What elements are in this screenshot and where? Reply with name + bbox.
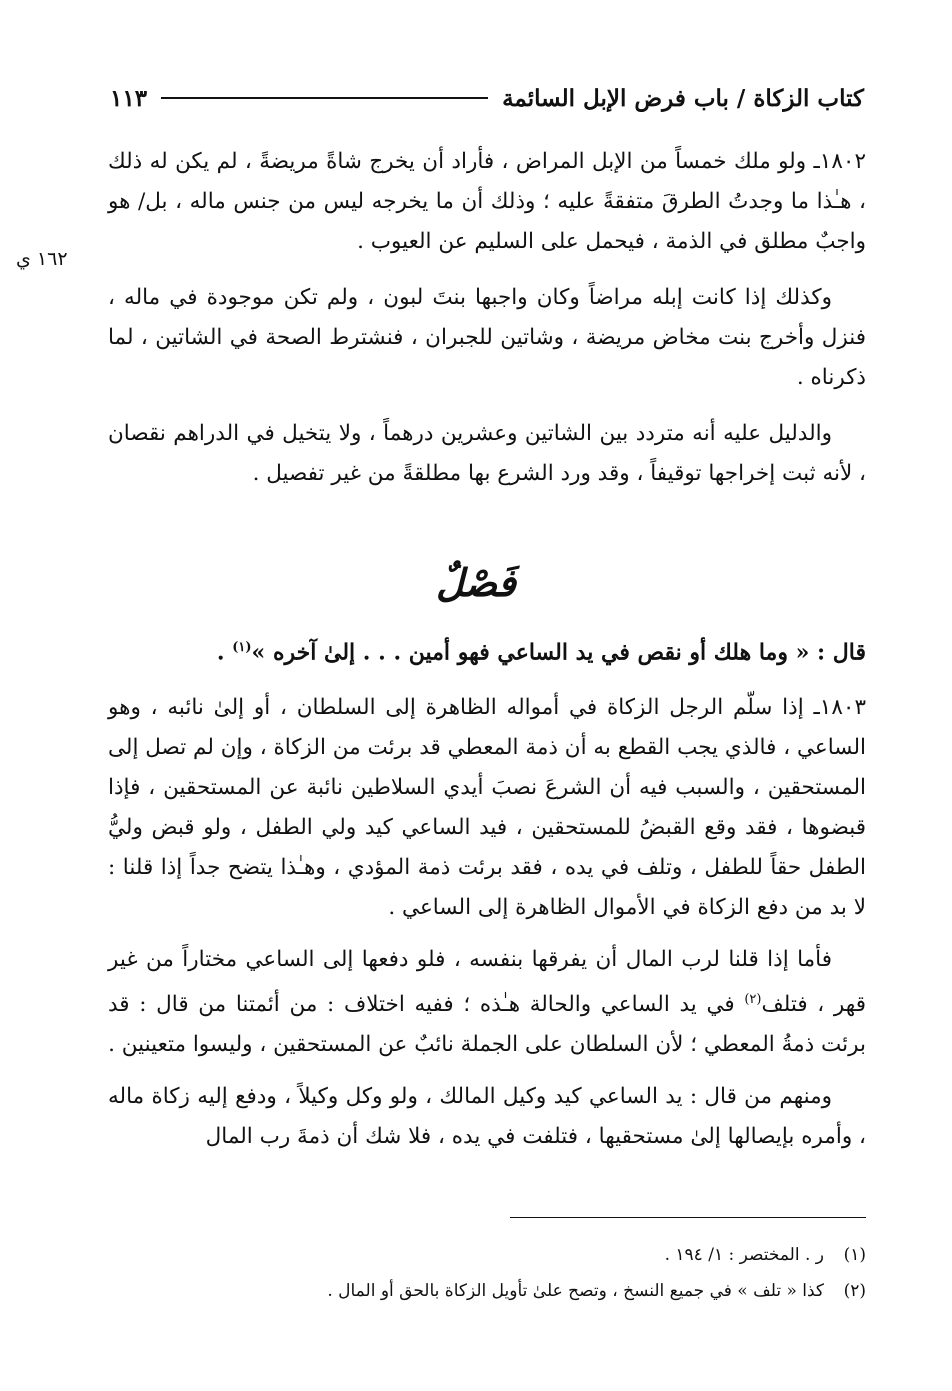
footnote	[108, 1240, 866, 1270]
body-text-top	[108, 142, 866, 510]
paragraph-1803: ١٨٠٣ـ إذا سلّم الرجل الزكاة في أمواله الظاهرة إلى السلطان ، أو إلىٰ نائبه ، وهو الساعي ، فالذي يجب القطع به أن ذمة المعطي قد برئت من الزكاة ، وإن لم تصل إلى المستحقين ، والسبب فيه أن الشرعَ نصبَ أيدي السلاطين نائبة عن المستحقين ، فإذا قبضوها ، فقد وقع القبضُ للمستحقين ، فيد الساعي كيد ولي الطفل ، ولو قبض وليُّ الطفل حقاً للطفل ، وتلف في يده ، فقد برئت ذمة المؤدي ، وهـٰذا يتضح جداً إذا قلنا : لا بد من دفع الزكاة في الأموال الظاهرة إلى الساعي .	[108, 695, 866, 920]
footnote-number: (٢)	[843, 1281, 866, 1301]
qal-line	[108, 628, 866, 672]
footnote-ref: (١)	[232, 640, 252, 655]
paragraph: وكذلك إذا كانت إبله مراضاً وكان واجبها بنتَ لبون ، ولم تكن موجودة في ماله ، فنزل وأخرج بنت مخاض مريضة ، وشاتين للجبران ، فنشترط الصحة في الشاتين ، لما ذكرناه .	[108, 285, 866, 390]
paragraph: والدليل عليه أنه متردد بين الشاتين وعشرين درهماً ، ولا يتخيل في الدراهم نقصان ، لأنه ثبت إخراجها توقيفاً ، وقد ورد الشرع بها مطلقةً من غير تفصيل .	[108, 421, 866, 486]
section-heading: فَصْلٌ	[436, 560, 516, 605]
paragraph: ومنهم من قال : يد الساعي كيد وكيل المالك ، ولو وكل وكيلاً ، ودفع إليه زكاة ماله ، وأمره بإيصالها إلىٰ مستحقيها ، فتلفت في يده ، فلا شك أن ذمةَ رب المال	[108, 1084, 866, 1150]
body-text-bottom	[108, 688, 866, 1169]
footnote-text: كذا « تلف » في جميع النسخ ، وتصح علىٰ تأويل الزكاة بالحق أو المال .	[327, 1281, 824, 1301]
paragraph: فأما إذا قلنا لرب المال أن يفرقها بنفسه ، فلو دفعها إلى الساعي مختاراً من غير قهر ، فتلف$^{(٢)}$ في يد الساعي والحالة هـٰذه ؛ ففيه اختلاف : من أئمتنا من قال : قد برئت ذمةُ المعطي ؛ لأن السلطان على الجملة نائبٌ عن المستحقين ، وليسوا متعينين .	[108, 947, 866, 1058]
header-title: كتاب الزكاة / باب فرض الإبل السائمة	[502, 84, 864, 112]
footnote	[108, 1276, 866, 1306]
footnote-ref: (٢)	[744, 992, 762, 1007]
footnote-number: (١)	[843, 1245, 866, 1265]
footnote-text: ر . المختصر : ١/ ١٩٤ .	[664, 1245, 824, 1265]
page-number: ١١٣	[110, 84, 148, 112]
paragraph-1802: ١٨٠٢ـ ولو ملك خمساً من الإبل المراض ، فأراد أن يخرج شاةً مريضةً ، لم يكن له ذلك ، هـٰذا ما وجدتُ الطرقَ متفقةً عليه ؛ وذلك أن ما يخرجه ليس من جنس ماله ، بل/ هو واجبٌ مطلق في الذمة ، فيحمل على السليم عن العيوب .	[108, 149, 866, 254]
footnotes	[108, 1240, 866, 1312]
running-header	[110, 78, 864, 118]
header-rule	[161, 97, 488, 99]
margin-note: ١٦٢ ي	[16, 248, 68, 270]
qal-text: قال : « وما هلك أو نقص في يد الساعي فهو أمين . . . إلىٰ آخره »	[251, 639, 866, 666]
qal-end: .	[216, 639, 233, 666]
footnote-rule	[510, 1217, 866, 1218]
